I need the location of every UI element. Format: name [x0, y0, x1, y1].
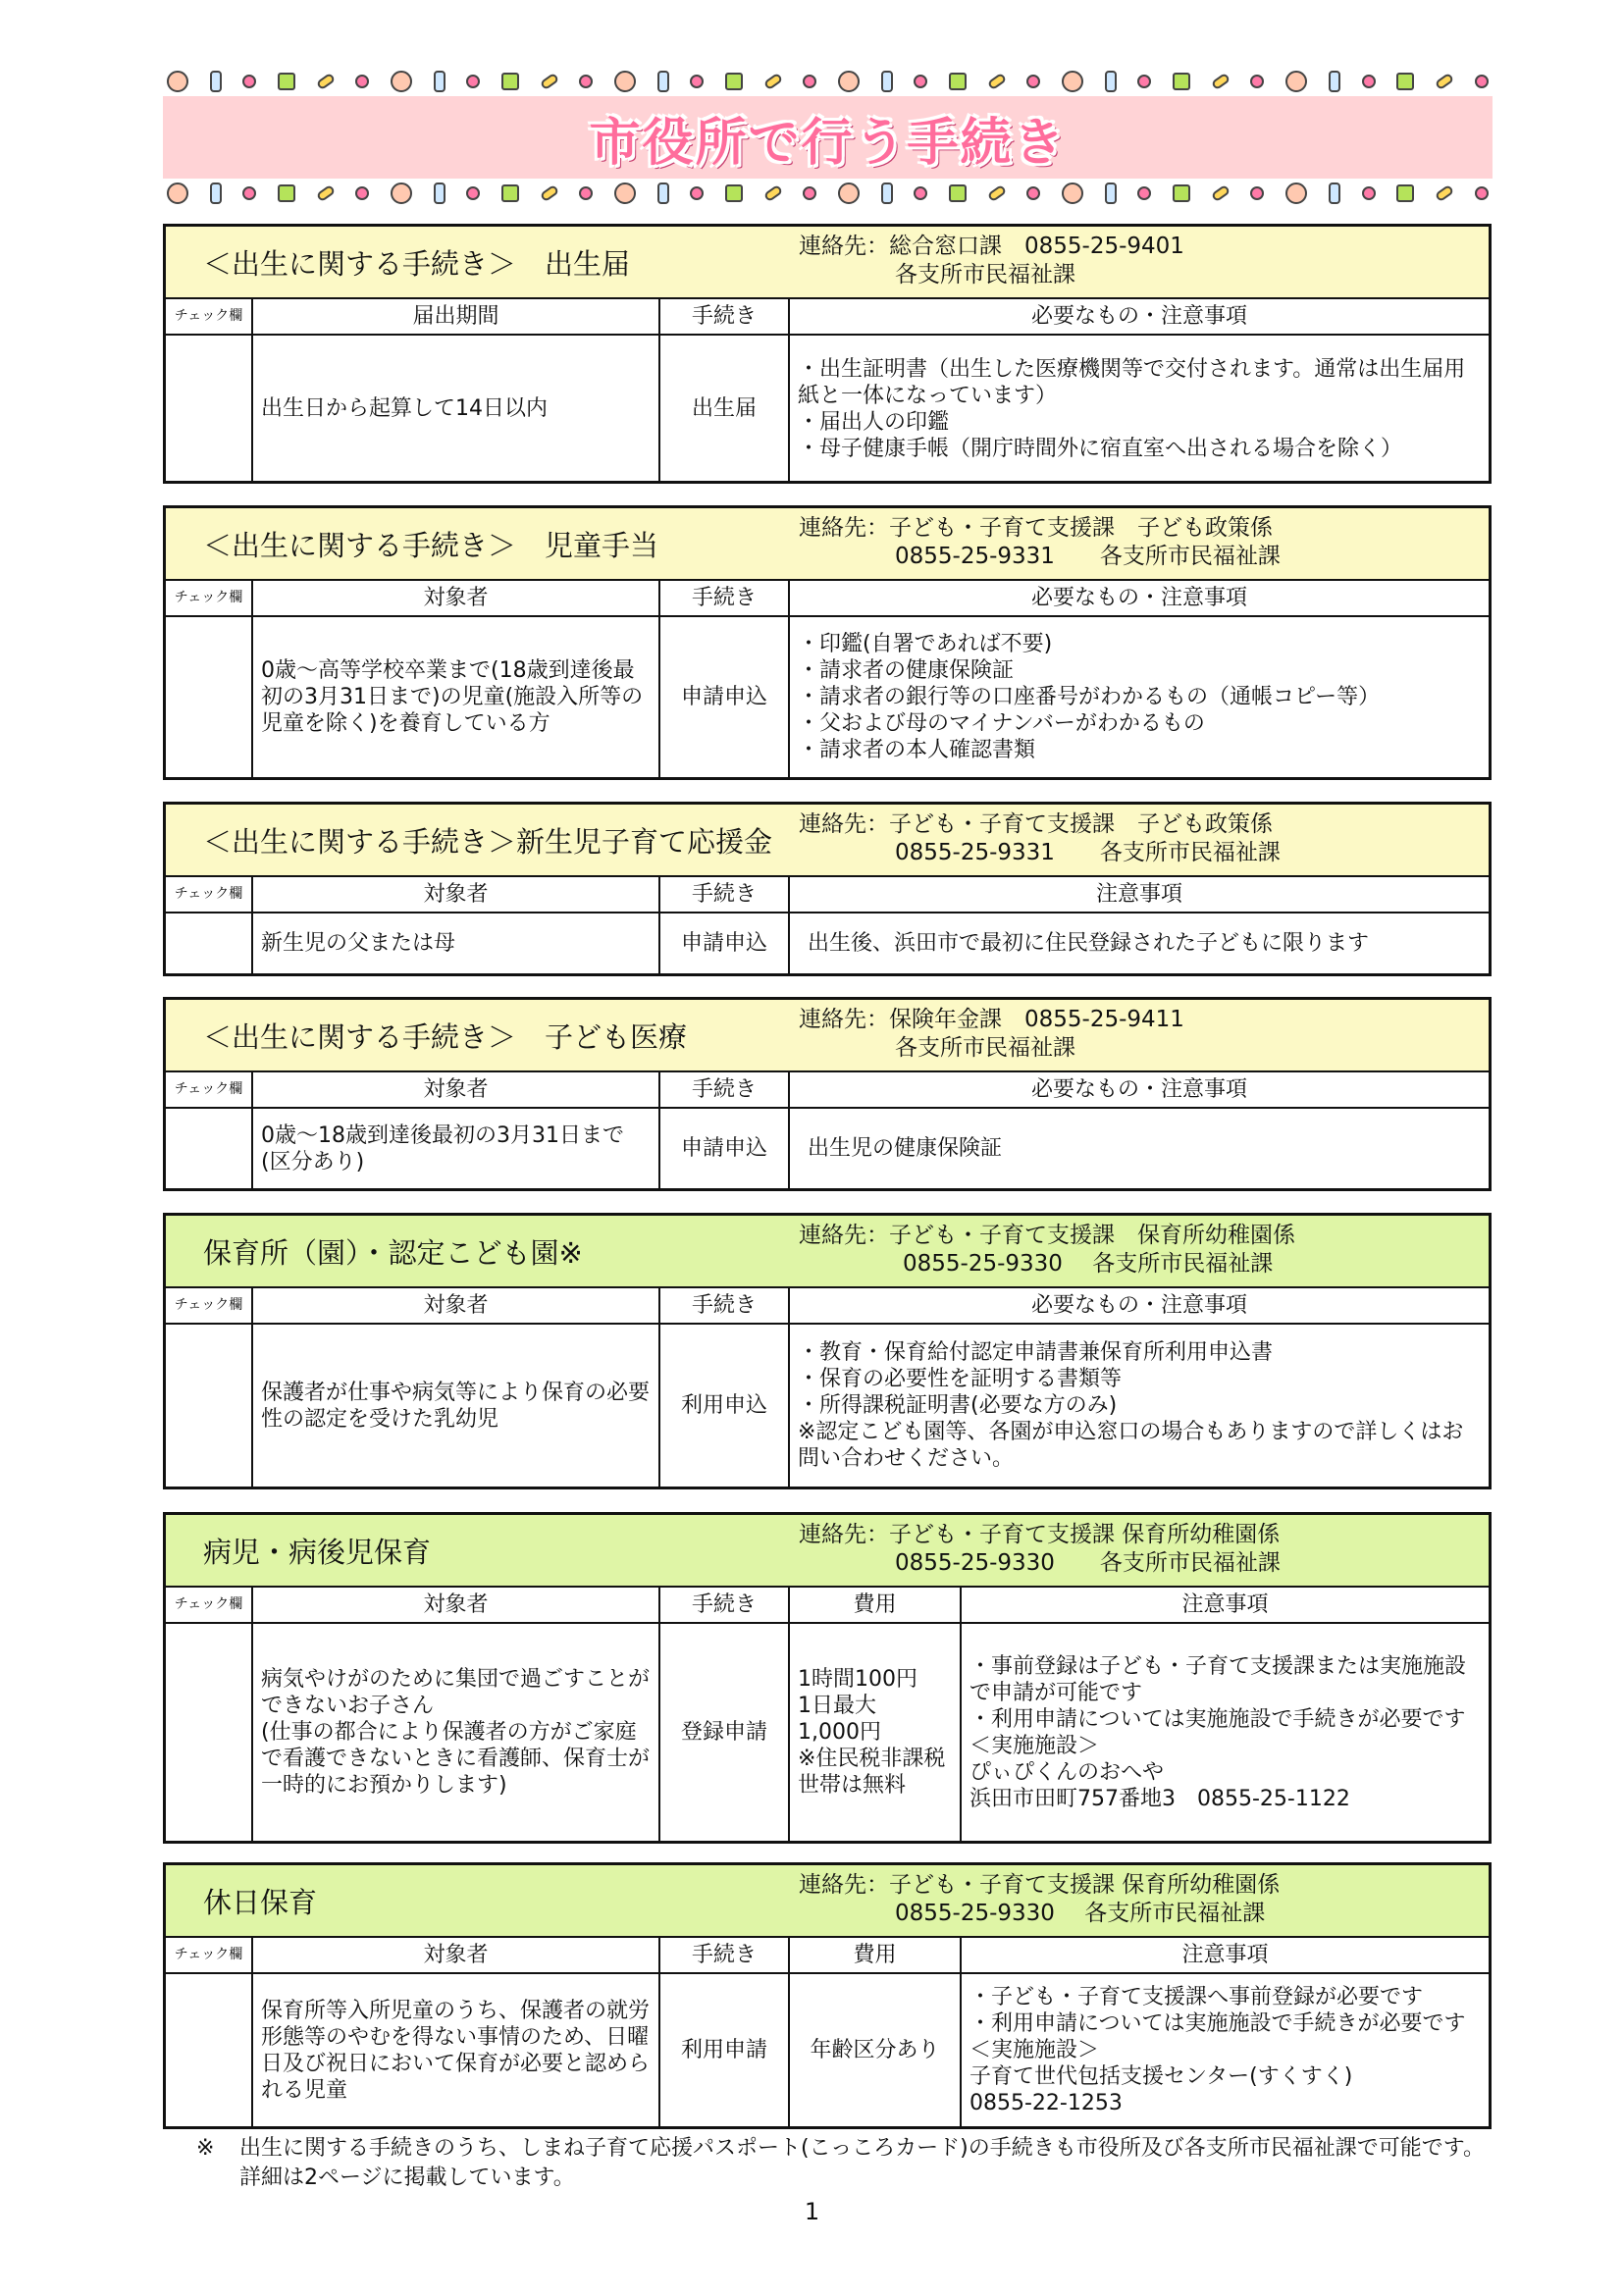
column-header: 注意事項: [789, 877, 1489, 913]
check-cell[interactable]: [166, 913, 252, 973]
baby-face-icon: [1062, 183, 1083, 204]
section-newborn-support-grant: [163, 802, 1492, 976]
baby-face-icon: [167, 71, 188, 92]
check-cell[interactable]: [166, 1108, 252, 1188]
contact-line-2: 0855-25-9330 各支所市民福祉課: [903, 1251, 1274, 1277]
section-title: 保育所（園）・認定こども園※: [203, 1235, 583, 1270]
rattle-icon: [1435, 73, 1454, 91]
footnote-text: 出生に関する手続きのうち、しまね子育て応援パスポート(こっころカード)の手続きも市役所及び各支所市民福祉課で可能です。詳細は2ページに掲載しています。: [239, 2136, 1485, 2190]
baby-bottle-icon: [434, 71, 445, 92]
fee-cell: 1時間100円 1日最大 1,000円 ※住民税非課税世帯は無料: [789, 1623, 961, 1841]
baby-bottle-icon: [881, 183, 893, 204]
contact-line-1: 連絡先：保険年金課 0855-25-9411: [799, 1007, 1184, 1032]
check-cell[interactable]: [166, 616, 252, 777]
banner-decoration-bottom: [163, 181, 1493, 206]
page-banner: [163, 69, 1493, 206]
target-cell: 病気やけがのために集団で過ごすことができないお子さん (仕事の都合により保護者の方がご家庭で看護できないときに看護師、保育士が一時的にお預かりします): [252, 1623, 659, 1841]
section-child-allowance: [163, 505, 1492, 780]
check-cell[interactable]: [166, 1324, 252, 1487]
contact-line-2: 各支所市民福祉課: [895, 262, 1075, 287]
section-title: ＜出生に関する手続き＞ 児童手当: [203, 528, 659, 562]
procedure-cell: 申請申込: [659, 616, 789, 777]
flower-icon: [1250, 186, 1264, 200]
flower-icon: [242, 75, 256, 88]
table-row: [166, 616, 1489, 777]
contact-line-1: 連絡先：子ども・子育て支援課 保育所幼稚園係: [799, 1522, 1281, 1547]
toy-block-icon: [949, 184, 967, 202]
column-header-check: チェック欄: [166, 1588, 252, 1623]
flower-icon: [466, 75, 480, 88]
column-header: 手続き: [659, 877, 789, 913]
toy-block-icon: [1396, 184, 1414, 202]
table-row: [166, 1623, 1489, 1841]
flower-icon: [579, 75, 593, 88]
rattle-icon: [987, 73, 1007, 91]
page-number: 1: [804, 2198, 820, 2225]
flower-icon: [1475, 75, 1489, 88]
toy-block-icon: [278, 184, 295, 202]
section-header: [166, 1000, 1489, 1072]
toy-block-icon: [501, 73, 519, 90]
baby-face-icon: [614, 183, 636, 204]
notes-cell: 出生児の健康保険証: [789, 1108, 1489, 1188]
table-row: [166, 1108, 1489, 1188]
baby-face-icon: [1285, 71, 1307, 92]
section-title: ＜出生に関する手続き＞ 子ども医療: [203, 1019, 688, 1054]
section-header: [166, 508, 1489, 581]
flower-icon: [1137, 75, 1151, 88]
section-title: 休日保育: [203, 1885, 318, 1919]
column-header: 必要なもの・注意事項: [789, 1072, 1489, 1108]
rattle-icon: [1211, 73, 1231, 91]
section-title: ＜出生に関する手続き＞新生児子育て応援金: [203, 824, 773, 859]
section-birth-registration: [163, 224, 1492, 484]
procedure-table: [166, 1588, 1489, 1841]
baby-bottle-icon: [1105, 183, 1117, 204]
banner-band: [163, 96, 1493, 179]
flower-icon: [690, 186, 704, 200]
procedure-cell: 利用申請: [659, 1973, 789, 2126]
notes-cell: ・出生証明書（出生した医療機関等で交付されます。通常は出生届用紙と一体になっています） ・届出人の印鑑 ・母子健康手帳（開庁時間外に宿直室へ出される場合を除く）: [789, 335, 1489, 482]
footnote: [196, 2134, 1501, 2193]
flower-icon: [1362, 186, 1376, 200]
section-header: [166, 805, 1489, 877]
rattle-icon: [315, 184, 335, 203]
flower-icon: [1475, 186, 1489, 200]
flower-icon: [1026, 75, 1040, 88]
section-contact: [799, 1521, 1281, 1578]
toy-block-icon: [949, 73, 967, 90]
column-header: 費用: [789, 1938, 961, 1973]
baby-bottle-icon: [210, 183, 222, 204]
column-header: 届出期間: [252, 299, 659, 335]
flower-icon: [1026, 186, 1040, 200]
column-header: 必要なもの・注意事項: [789, 299, 1489, 335]
flower-icon: [1137, 186, 1151, 200]
section-header: [166, 227, 1489, 299]
toy-block-icon: [1173, 184, 1190, 202]
rattle-icon: [1435, 184, 1454, 203]
section-header: [166, 1865, 1489, 1938]
column-header-check: チェック欄: [166, 299, 252, 335]
baby-bottle-icon: [1105, 71, 1117, 92]
procedure-table: [166, 1072, 1489, 1188]
table-row: [166, 335, 1489, 482]
toy-block-icon: [1396, 73, 1414, 90]
column-header-check: チェック欄: [166, 581, 252, 616]
contact-line-1: 連絡先：総合窓口課 0855-25-9401: [799, 234, 1184, 259]
column-header: 手続き: [659, 581, 789, 616]
section-title: ＜出生に関する手続き＞ 出生届: [203, 246, 631, 281]
rattle-icon: [315, 73, 335, 91]
flower-icon: [914, 186, 927, 200]
toy-block-icon: [725, 73, 743, 90]
column-header: 手続き: [659, 299, 789, 335]
baby-face-icon: [1062, 71, 1083, 92]
notes-cell: ・事前登録は子ども・子育て支援課または実施施設で申請が可能です ・利用申請については実施施設で手続きが必要です ＜実施施設＞ ぴぃぴくんのおへや 浜田市田町757番地3 0855-25-1122: [961, 1623, 1489, 1841]
section-holiday-care: [163, 1862, 1492, 2129]
section-contact: [799, 514, 1281, 571]
contact-line-1: 連絡先：子ども・子育て支援課 保育所幼稚園係: [799, 1223, 1295, 1248]
toy-block-icon: [501, 184, 519, 202]
baby-face-icon: [391, 183, 412, 204]
baby-bottle-icon: [210, 71, 222, 92]
column-header: 対象者: [252, 581, 659, 616]
contact-line-2: 各支所市民福祉課: [895, 1035, 1075, 1061]
rattle-icon: [539, 73, 558, 91]
contact-line-1: 連絡先：子ども・子育て支援課 子ども政策係: [799, 811, 1273, 837]
table-row: [166, 1324, 1489, 1487]
procedure-table: [166, 1938, 1489, 2126]
section-header: [166, 1515, 1489, 1588]
check-cell[interactable]: [166, 1973, 252, 2126]
toy-block-icon: [278, 73, 295, 90]
notes-cell: ・子ども・子育て支援課へ事前登録が必要です ・利用申請については実施施設で手続きが必要です ＜実施施設＞ 子育て世代包括支援センター(すくすく) 0855-22-1253: [961, 1973, 1489, 2126]
baby-face-icon: [838, 71, 860, 92]
fee-cell: 年齢区分あり: [789, 1973, 961, 2126]
section-child-medical: [163, 997, 1492, 1191]
procedure-cell: 申請申込: [659, 1108, 789, 1188]
table-row: [166, 1973, 1489, 2126]
rattle-icon: [1211, 184, 1231, 203]
column-header: 手続き: [659, 1288, 789, 1324]
flower-icon: [914, 75, 927, 88]
procedure-table: [166, 877, 1489, 973]
contact-line-1: 連絡先：子ども・子育て支援課 保育所幼稚園係: [799, 1872, 1281, 1898]
rattle-icon: [763, 184, 783, 203]
column-header-check: チェック欄: [166, 877, 252, 913]
column-header: 手続き: [659, 1588, 789, 1623]
flower-icon: [1362, 75, 1376, 88]
column-header-check: チェック欄: [166, 1288, 252, 1324]
toy-block-icon: [1173, 73, 1190, 90]
contact-line-2: 0855-25-9331 各支所市民福祉課: [895, 544, 1281, 569]
column-header-check: チェック欄: [166, 1938, 252, 1973]
section-nursery-school: [163, 1213, 1492, 1489]
procedure-cell: 登録申請: [659, 1623, 789, 1841]
target-cell: 保護者が仕事や病気等により保育の必要性の認定を受けた乳幼児: [252, 1324, 659, 1487]
section-contact: [799, 1222, 1295, 1278]
column-header: 費用: [789, 1588, 961, 1623]
contact-line-2: 0855-25-9330 各支所市民福祉課: [895, 1550, 1281, 1576]
flower-icon: [803, 75, 816, 88]
procedure-cell: 出生届: [659, 335, 789, 482]
target-cell: 0歳～18歳到達後最初の3月31日まで(区分あり): [252, 1108, 659, 1188]
column-header: 必要なもの・注意事項: [789, 1288, 1489, 1324]
column-header: 手続き: [659, 1072, 789, 1108]
column-header: 対象者: [252, 1938, 659, 1973]
baby-face-icon: [1285, 183, 1307, 204]
rattle-icon: [539, 184, 558, 203]
contact-line-2: 0855-25-9330 各支所市民福祉課: [895, 1901, 1266, 1926]
baby-bottle-icon: [1329, 183, 1340, 204]
target-cell: 0歳～高等学校卒業まで(18歳到達後最初の3月31日まで)の児童(施設入所等の児童を除く)を養育している方: [252, 616, 659, 777]
column-header: 手続き: [659, 1938, 789, 1973]
table-header-row: [166, 877, 1489, 913]
footnote-mark: ※: [196, 2136, 215, 2161]
baby-face-icon: [391, 71, 412, 92]
check-cell[interactable]: [166, 1623, 252, 1841]
period-cell: 出生日から起算して14日以内: [252, 335, 659, 482]
column-header: 対象者: [252, 1072, 659, 1108]
baby-bottle-icon: [881, 71, 893, 92]
target-cell: 新生児の父または母: [252, 913, 659, 973]
section-contact: [799, 1871, 1280, 1928]
baby-face-icon: [614, 71, 636, 92]
check-cell[interactable]: [166, 335, 252, 482]
contact-line-1: 連絡先：子ども・子育て支援課 子ども政策係: [799, 515, 1273, 541]
baby-bottle-icon: [434, 183, 445, 204]
procedure-cell: 申請申込: [659, 913, 789, 973]
flower-icon: [690, 75, 704, 88]
column-header-check: チェック欄: [166, 1072, 252, 1108]
section-contact: [799, 810, 1281, 867]
column-header: 必要なもの・注意事項: [789, 581, 1489, 616]
table-header-row: [166, 581, 1489, 616]
column-header: 注意事項: [961, 1938, 1489, 1973]
column-header: 対象者: [252, 1288, 659, 1324]
procedure-cell: 利用申込: [659, 1324, 789, 1487]
notes-cell: ・教育・保育給付認定申請書兼保育所利用申込書 ・保育の必要性を証明する書類等 ・所得課税証明書(必要な方のみ) ※認定こども園等、各園が申込窓口の場合もありますので詳しくはお問い合わせください。: [789, 1324, 1489, 1487]
flower-icon: [803, 186, 816, 200]
baby-bottle-icon: [657, 183, 669, 204]
notes-cell: ・印鑑(自署であれば不要) ・請求者の健康保険証 ・請求者の銀行等の口座番号がわかるもの（通帳コピー等） ・父および母のマイナンバーがわかるもの ・請求者の本人確認書類: [789, 616, 1489, 777]
section-contact: [799, 233, 1184, 289]
flower-icon: [1250, 75, 1264, 88]
section-sick-child-care: [163, 1512, 1492, 1844]
table-header-row: [166, 299, 1489, 335]
notes-cell: 出生後、浜田市で最初に住民登録された子どもに限ります: [789, 913, 1489, 973]
rattle-icon: [987, 184, 1007, 203]
baby-face-icon: [167, 183, 188, 204]
procedure-table: [166, 299, 1489, 482]
procedure-table: [166, 581, 1489, 777]
column-header: 注意事項: [961, 1588, 1489, 1623]
baby-bottle-icon: [657, 71, 669, 92]
toy-block-icon: [725, 184, 743, 202]
section-title: 病児・病後児保育: [203, 1535, 432, 1569]
flower-icon: [355, 186, 369, 200]
table-header-row: [166, 1072, 1489, 1108]
section-contact: [799, 1006, 1184, 1063]
baby-face-icon: [838, 183, 860, 204]
flower-icon: [579, 186, 593, 200]
target-cell: 保育所等入所児童のうち、保護者の就労形態等のやむを得ない事情のため、日曜日及び祝日において保育が必要と認められる児童: [252, 1973, 659, 2126]
contact-line-2: 0855-25-9331 各支所市民福祉課: [895, 840, 1281, 865]
table-row: [166, 913, 1489, 973]
table-header-row: [166, 1938, 1489, 1973]
banner-decoration-top: [163, 69, 1493, 94]
procedure-table: [166, 1288, 1489, 1487]
page-title: 市役所で行う手続き: [589, 113, 1067, 173]
flower-icon: [355, 75, 369, 88]
flower-icon: [466, 186, 480, 200]
flower-icon: [242, 186, 256, 200]
rattle-icon: [763, 73, 783, 91]
table-header-row: [166, 1288, 1489, 1324]
column-header: 対象者: [252, 877, 659, 913]
column-header: 対象者: [252, 1588, 659, 1623]
section-header: [166, 1216, 1489, 1288]
table-header-row: [166, 1588, 1489, 1623]
baby-bottle-icon: [1329, 71, 1340, 92]
